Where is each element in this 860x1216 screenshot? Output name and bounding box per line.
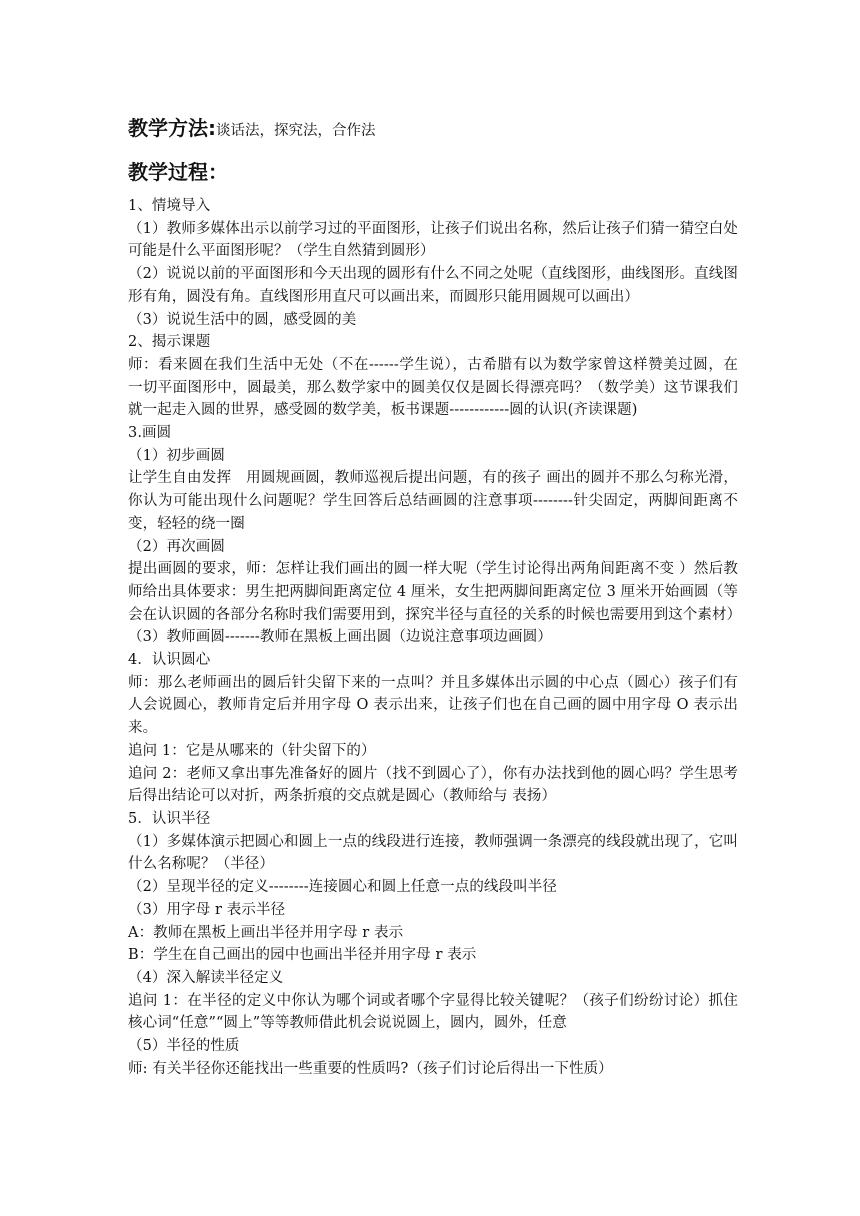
paragraph: 1、情境导入 — [128, 198, 211, 214]
paragraph: B：学生在自己画出的园中也画出半径并用字母 r 表示 — [128, 947, 477, 964]
paragraph: （3）说说生活中的圆，感受圆的美 — [128, 311, 357, 328]
paragraph: （5）半径的性质 — [128, 1038, 240, 1055]
paragraph: 师：那么老师画出的圆后针尖留下来的一点叫？并且多媒体出示圆的中心点（圆心）孩子们有人会说圆心，教师肯定后并用字母 O 表示出来，让孩子们也在自己画的圆中用字母 O 表示出来。 — [128, 674, 738, 737]
paragraph: 追问 2：老师又拿出事先准备好的圆片（找不到圆心了），你有办法找到他的圆心吗？学生思考后得出结论可以对折，两条折痕的交点就是圆心（教师给与 表扬） — [128, 765, 738, 805]
teaching-method-text: 谈话法，探究法，合作法 — [216, 123, 376, 139]
paragraph: 让学生自由发挥 用圆规画圆，教师巡视后提出问题，有的孩子 画出的圆并不那么匀称光滑，你认为可能出现什么问题呢？学生回答后总结画圆的注意事项--------针尖固定，两脚间距离不变，轻轻的绕一圈 — [128, 470, 738, 532]
paragraph: 追问 1：它是从哪来的（针尖留下的） — [128, 742, 376, 759]
teaching-method-line — [128, 112, 738, 147]
teaching-method-label: 教学方法: — [128, 116, 216, 140]
paragraph: 3.画圆 — [128, 425, 172, 442]
paragraph: 追问 1：在半径的定义中你认为哪个词或者哪个字显得比较关键呢？（孩子们纷纷讨论）抓住核心词“任意”“圆上”等等教师借此机会说说圆上，圆内，圆外，任意 — [128, 992, 738, 1032]
paragraph: （2）呈现半径的定义--------连接圆心和圆上任意一点的线段叫半径 — [128, 879, 557, 896]
paragraph: （3）用字母 r 表示半径 — [128, 901, 286, 918]
teaching-process-title: 教学过程： — [128, 160, 228, 184]
paragraph: 师：看来圆在我们生活中无处（不在------学生说），古希腊有以为数学家曾这样赞美过圆，在 一切平面图形中，圆最美，那么数学家中的圆美仅仅是圆长得漂亮吗？（数学美）这节课我们就一起走入圆的世界，感受圆的数学美，板书课题------------圆的认识(齐读课题) — [128, 356, 738, 419]
paragraph: （4）深入解读半径定义 — [128, 969, 284, 986]
paragraph: （1）教师多媒体出示以前学习过的平面图形，让孩子们说出名称，然后让孩子们猜一猜空白处可能是什么平面图形呢？（学生自然猜到圆形） — [128, 220, 738, 260]
paragraph: A：教师在黑板上画出半径并用字母 r 表示 — [128, 924, 404, 941]
paragraph: 4．认识圆心 — [128, 652, 211, 669]
document-body — [128, 112, 742, 1080]
paragraph: 师: 有关半径你还能找出一些重要的性质吗?（孩子们讨论后得出一下性质） — [128, 1060, 613, 1077]
paragraph: （2）再次画圆 — [128, 538, 225, 555]
paragraph: （1）初步画圆 — [128, 447, 225, 464]
paragraph: （2）说说以前的平面图形和今天出现的圆形有什么不同之处呢（直线图形，曲线图形。直线图形有角，圆没有角。直线图形用直尺可以画出来，而圆形只能用圆规可以画出） — [128, 266, 738, 305]
paragraph: 5．认识半径 — [128, 810, 211, 827]
paragraph: 提出画圆的要求，师：怎样让我们画出的圆一样大呢（学生讨论得出两角间距离不变 ）然后教师给出具体要求：男生把两脚间距离定位 4 厘米，女生把两脚间距离定位 3 厘米开始画圆（等会在认识圆的各部分名称时我们需要用到，探究半径与直径的关系的时候也需要用到这个素材） — [128, 561, 742, 623]
paragraph: （3）教师画圆-------教师在黑板上画出圆（边说注意事项边画圆） — [128, 629, 552, 646]
paragraph: 2、揭示课题 — [128, 334, 211, 351]
paragraph: （1）多媒体演示把圆心和圆上一点的线段进行连接，教师强调一条漂亮的线段就出现了，它叫什么名称呢？（半径） — [128, 833, 738, 873]
